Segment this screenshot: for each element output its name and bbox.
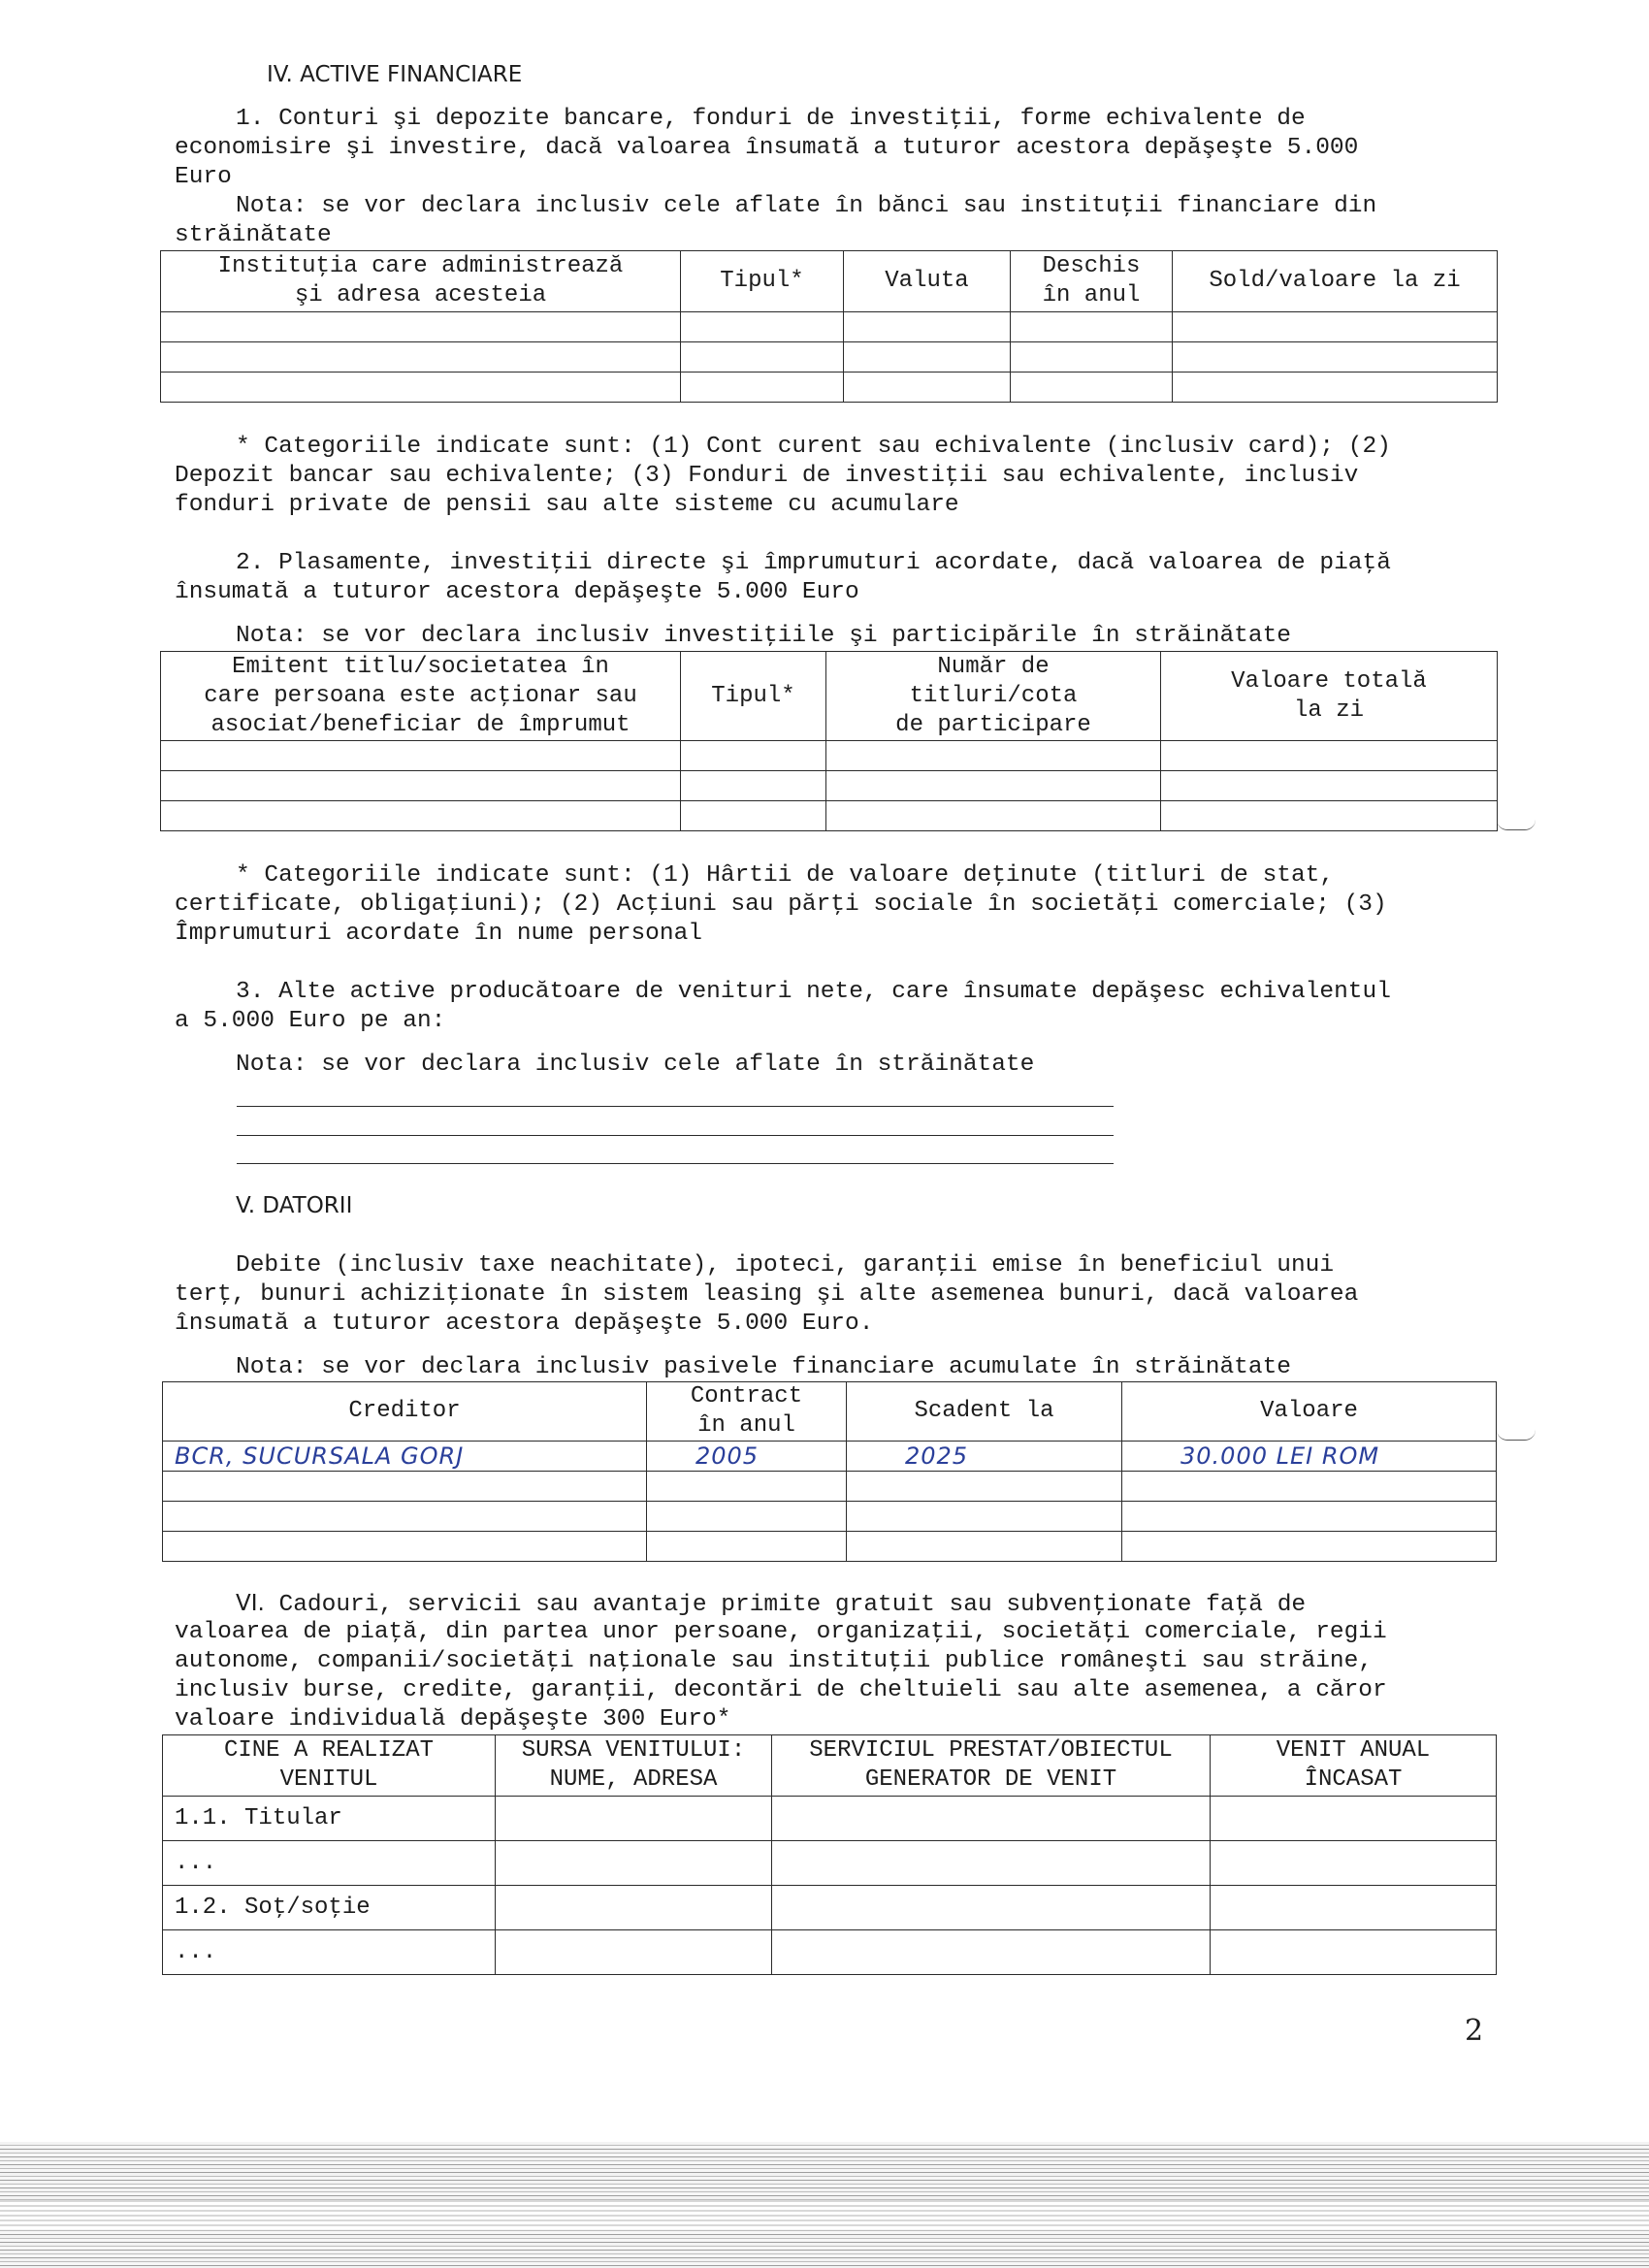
- table-header-row: [163, 1382, 1497, 1442]
- header-institution: Instituţia care administrează şi adresa acesteia: [161, 251, 681, 312]
- investments-table: [160, 651, 1498, 831]
- section-iv-p1-line1: 1. Conturi şi depozite bancare, fonduri de investiţii, forme echivalente de: [236, 106, 1306, 132]
- scan-mark: [1497, 820, 1536, 830]
- table-header-row: [163, 1735, 1497, 1797]
- header-source: SURSA VENITULUI: NUME, ADRESA: [496, 1735, 772, 1797]
- section-v-p-line3: însumată a tuturor acestora depăşeşte 5.000 Euro.: [175, 1311, 874, 1337]
- bank-accounts-table: [160, 250, 1498, 403]
- header-income: VENIT ANUAL ÎNCASAT: [1211, 1735, 1497, 1797]
- section-v-p-line1: Debite (inclusiv taxe neachitate), ipoteci, garanţii emise în beneficiul unui: [236, 1252, 1335, 1279]
- section-iv-p2-line2: însumată a tuturor acestora depăşeşte 5.000 Euro: [175, 579, 859, 605]
- table-row: [163, 1930, 1497, 1975]
- header-service: SERVICIUL PRESTAT/OBIECTUL GENERATOR DE VENIT: [772, 1735, 1211, 1797]
- debts-table: [162, 1381, 1497, 1562]
- table-row: [163, 1886, 1497, 1930]
- section-vi-heading: VI.: [236, 1591, 265, 1616]
- row-label-spouse: 1.2. Soţ/soţie: [163, 1886, 496, 1930]
- section-vi-p-line3: autonome, companii/societăţi naţionale sau instituţii publice româneşti sau străine,: [175, 1648, 1374, 1674]
- section-iv-foot2-line3: Împrumuturi acordate în nume personal: [175, 921, 702, 947]
- section-v-heading: V. DATORII: [236, 1193, 353, 1218]
- table-row: [163, 1532, 1497, 1562]
- header-balance: Sold/valoare la zi: [1173, 251, 1498, 312]
- section-iv-nota1-line2: străinătate: [175, 222, 332, 248]
- table-row: [163, 1841, 1497, 1886]
- blank-line: [237, 1106, 1114, 1107]
- blank-line: [237, 1163, 1114, 1164]
- header-issuer: Emitent titlu/societatea în care persoana este acţionar sau asociat/beneficiar de împrumut: [161, 652, 681, 741]
- header-due: Scadent la: [847, 1382, 1122, 1442]
- section-v-p-line2: terţ, bunuri achiziţionate în sistem leasing şi alte asemenea bunuri, dacă valoarea: [175, 1281, 1359, 1308]
- header-type: Tipul*: [681, 652, 826, 741]
- blank-line: [237, 1135, 1114, 1136]
- table-row: [163, 1502, 1497, 1532]
- table-header-row: [161, 652, 1498, 741]
- section-iv-p3-line1: 3. Alte active producătoare de venituri nete, care însumate depăşesc echivalentul: [236, 979, 1391, 1005]
- row-label-holder: 1.1. Titular: [163, 1797, 496, 1841]
- header-shares: Număr de titluri/cota de participare: [826, 652, 1161, 741]
- section-iv-p1-line2: economisire şi investire, dacă valoarea însumată a tuturor acestora depăşeşte 5.000: [175, 135, 1359, 161]
- due-cell: 2025: [847, 1442, 1122, 1472]
- header-value: Valoare: [1122, 1382, 1497, 1442]
- table-row: [161, 741, 1498, 771]
- section-iv-nota3: Nota: se vor declara inclusiv cele aflate în străinătate: [236, 1052, 1035, 1078]
- header-opened-year: Deschis în anul: [1011, 251, 1173, 312]
- header-currency: Valuta: [844, 251, 1011, 312]
- section-iv-foot1-line1: * Categoriile indicate sunt: (1) Cont curent sau echivalente (inclusiv card); (2): [236, 434, 1391, 460]
- section-vi-p-line1: [236, 1589, 1306, 1620]
- header-contract-year: Contract în anul: [647, 1382, 847, 1442]
- section-iv-p1-line3: Euro: [175, 164, 232, 190]
- header-creditor: Creditor: [163, 1382, 647, 1442]
- table-row: [161, 342, 1498, 373]
- section-iv-nota1-line1: Nota: se vor declara inclusiv cele aflate în bănci sau instituţii financiare din: [236, 193, 1377, 219]
- section-iv-p2-line1: 2. Plasamente, investiţii directe şi împrumuturi acordate, dacă valoarea de piaţă: [236, 550, 1391, 576]
- table-row: [161, 373, 1498, 403]
- creditor-cell: BCR, SUCURSALA GORJ: [163, 1442, 647, 1472]
- section-iv-foot2-line1: * Categoriile indicate sunt: (1) Hârtii de valoare deţinute (titluri de stat,: [236, 862, 1335, 889]
- section-iv-nota2: Nota: se vor declara inclusiv investiţiile şi participările în străinătate: [236, 623, 1291, 649]
- section-iv-heading: IV. ACTIVE FINANCIARE: [267, 62, 523, 87]
- section-iv-foot1-line3: fonduri private de pensii sau alte sisteme cu acumulare: [175, 492, 959, 518]
- row-label-ellipsis: ...: [163, 1841, 496, 1886]
- table-row: [163, 1442, 1497, 1472]
- table-row: [163, 1797, 1497, 1841]
- header-who: CINE A REALIZAT VENITUL: [163, 1735, 496, 1797]
- table-row: [161, 312, 1498, 342]
- page-number: 2: [1465, 2014, 1484, 2048]
- section-iv-foot1-line2: Depozit bancar sau echivalente; (3) Fonduri de investiţii sau echivalente, inclusiv: [175, 463, 1359, 489]
- row-label-ellipsis: ...: [163, 1930, 496, 1975]
- table-row: [163, 1472, 1497, 1502]
- header-total-value: Valoare totală la zi: [1161, 652, 1498, 741]
- section-vi-p-line4: inclusiv burse, credite, garanţii, decontări de cheltuieli sau alte asemenea, a căror: [175, 1677, 1387, 1703]
- value-cell: 30.000 LEI ROM: [1122, 1442, 1497, 1472]
- section-v-nota: Nota: se vor declara inclusiv pasivele financiare acumulate în străinătate: [236, 1354, 1291, 1380]
- table-row: [161, 771, 1498, 801]
- contract-year-cell: 2005: [647, 1442, 847, 1472]
- section-iv-p3-line2: a 5.000 Euro pe an:: [175, 1008, 446, 1034]
- section-vi-p-line2: valoarea de piaţă, din partea unor persoane, organizaţii, societăţi comerciale, regii: [175, 1619, 1387, 1645]
- table-row: [161, 801, 1498, 831]
- header-type: Tipul*: [681, 251, 844, 312]
- section-vi-p-line5: valoare individuală depăşeşte 300 Euro*: [175, 1706, 731, 1733]
- scan-artifact-band: [0, 2142, 1649, 2268]
- section-vi-p-text1: Cadouri, servicii sau avantaje primite gratuit sau subvenţionate faţă de: [278, 1592, 1307, 1618]
- scan-mark: [1497, 1430, 1536, 1441]
- section-iv-foot2-line2: certificate, obligaţiuni); (2) Acţiuni sau părţi sociale în societăţi comerciale; (3): [175, 891, 1387, 918]
- table-header-row: [161, 251, 1498, 312]
- gifts-table: [162, 1734, 1497, 1975]
